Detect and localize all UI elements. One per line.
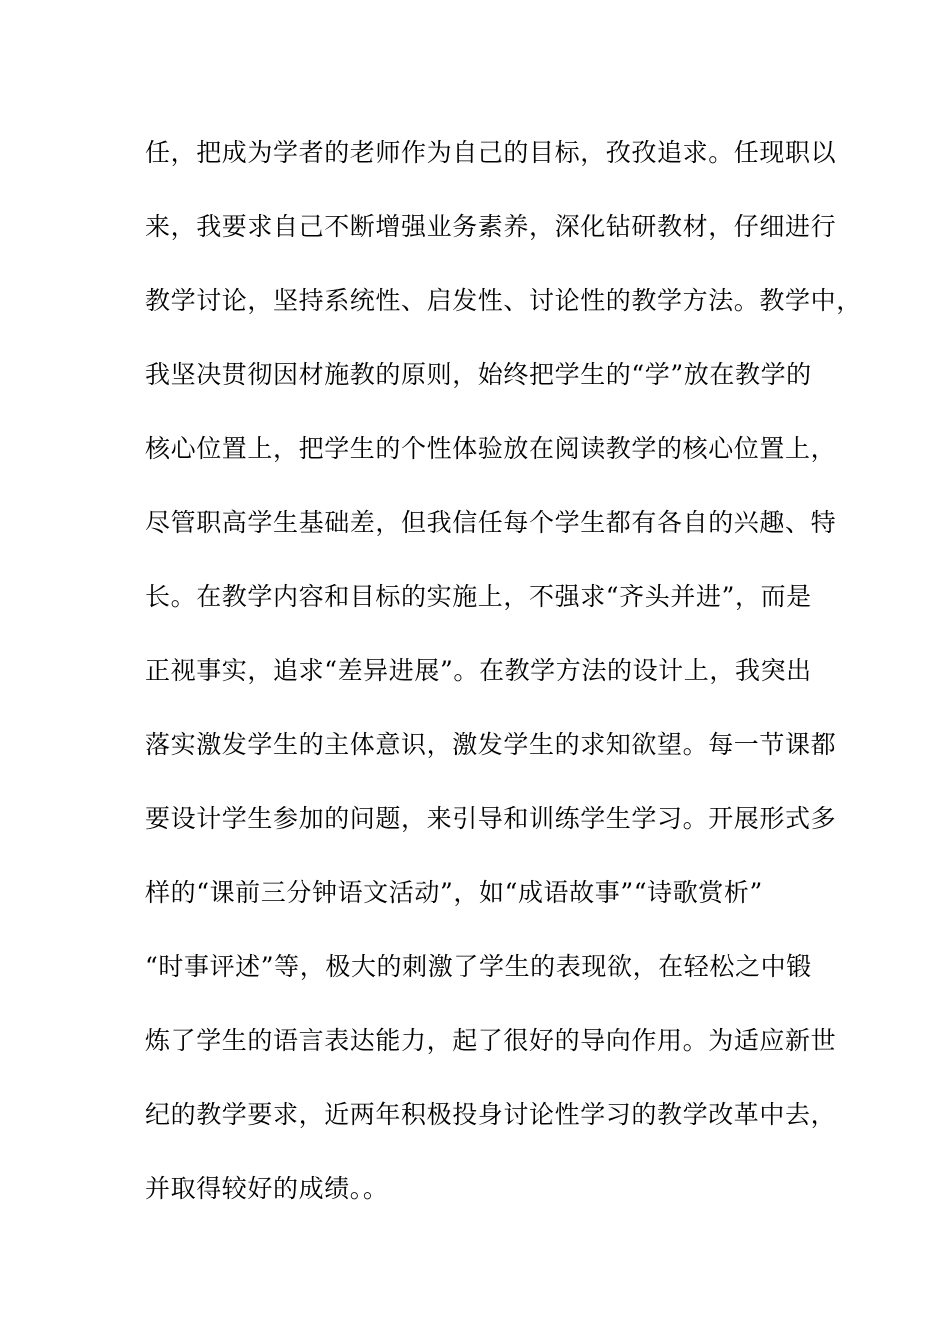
text-line: 落实激发学生的主体意识，激发学生的求知欲望。每一节课都 [145,730,837,759]
text-line: 任，把成为学者的老师作为自己的目标，孜孜追求。任现职以 [145,138,837,167]
text-line: 尽管职高学生基础差，但我信任每个学生都有各自的兴趣、特 [145,508,837,537]
text-line: 并取得较好的成绩。。 [145,1174,389,1203]
body-text [145,133,862,1243]
text-line: 核心位置上，把学生的个性体验放在阅读教学的核心位置上， [145,434,837,463]
text-line: 正视事实，追求“差异进展”。在教学方法的设计上，我突出 [145,656,812,685]
text-line: 纪的教学要求，近两年积极投身讨论性学习的教学改革中去， [145,1100,837,1129]
text-line: “时事评述”等，极大的刺激了学生的表现欲，在轻松之中锻 [145,952,812,981]
text-line: 我坚决贯彻因材施教的原则，始终把学生的“学”放在教学的 [145,360,812,389]
text-line: 样的“课前三分钟语文活动”，如“成语故事”“诗歌赏析” [145,878,763,907]
text-line: 长。在教学内容和目标的实施上，不强求“齐头并进”，而是 [145,582,812,611]
text-line: 炼了学生的语言表达能力，起了很好的导向作用。为适应新世 [145,1026,837,1055]
text-line: 教学讨论，坚持系统性、启发性、讨论性的教学方法。教学中， [145,286,862,315]
text-line: 要设计学生参加的问题，来引导和训练学生学习。开展形式多 [145,804,837,833]
text-line: 来，我要求自己不断增强业务素养，深化钻研教材，仔细进行 [145,212,837,241]
